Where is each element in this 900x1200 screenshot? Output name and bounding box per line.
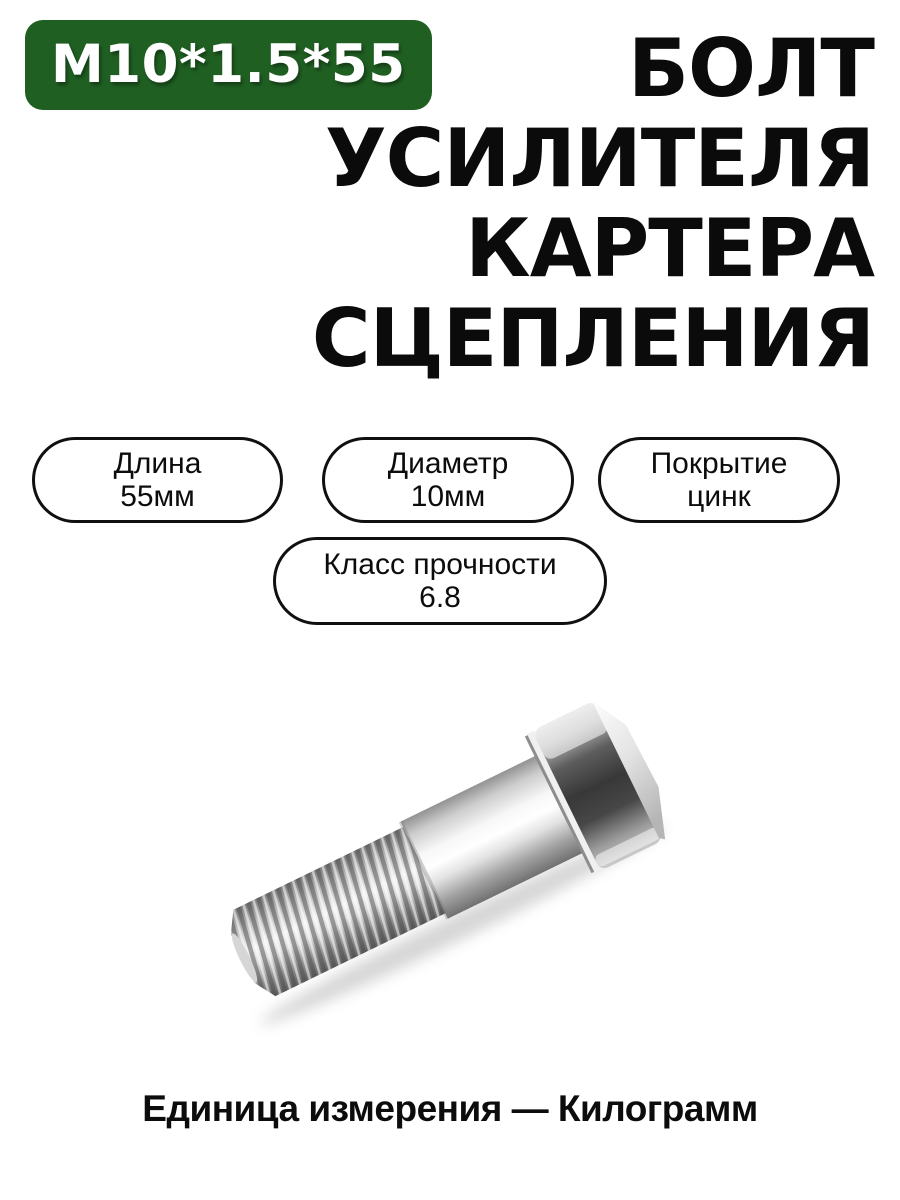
- spec-pill-diameter: [322, 437, 574, 523]
- spec-pill-coating: [598, 437, 840, 523]
- title-line-4: СЦЕПЛЕНИЯ: [311, 292, 874, 385]
- unit-of-measure-text: Единица измерения — Килограмм: [142, 1088, 758, 1129]
- spec-label: Покрытие: [650, 447, 788, 480]
- spec-pill-strength: [273, 537, 607, 625]
- spec-value: 55мм: [120, 480, 195, 513]
- spec-pill-length: [32, 437, 283, 523]
- spec-value: цинк: [687, 480, 751, 513]
- size-badge: М10*1.5*55: [25, 20, 432, 110]
- title-line-1: БОЛТ: [628, 22, 874, 115]
- spec-value: 6.8: [419, 581, 461, 614]
- title-line-3: КАРТЕРА: [465, 202, 874, 295]
- spec-label: Длина: [113, 447, 202, 480]
- spec-value: 10мм: [410, 480, 486, 513]
- title-line-2: УСИЛИТЕЛЯ: [324, 112, 874, 205]
- spec-label: Диаметр: [387, 447, 509, 480]
- product-title: [312, 24, 874, 384]
- spec-label: Класс прочности: [323, 548, 557, 581]
- bolt-image: [180, 660, 720, 1040]
